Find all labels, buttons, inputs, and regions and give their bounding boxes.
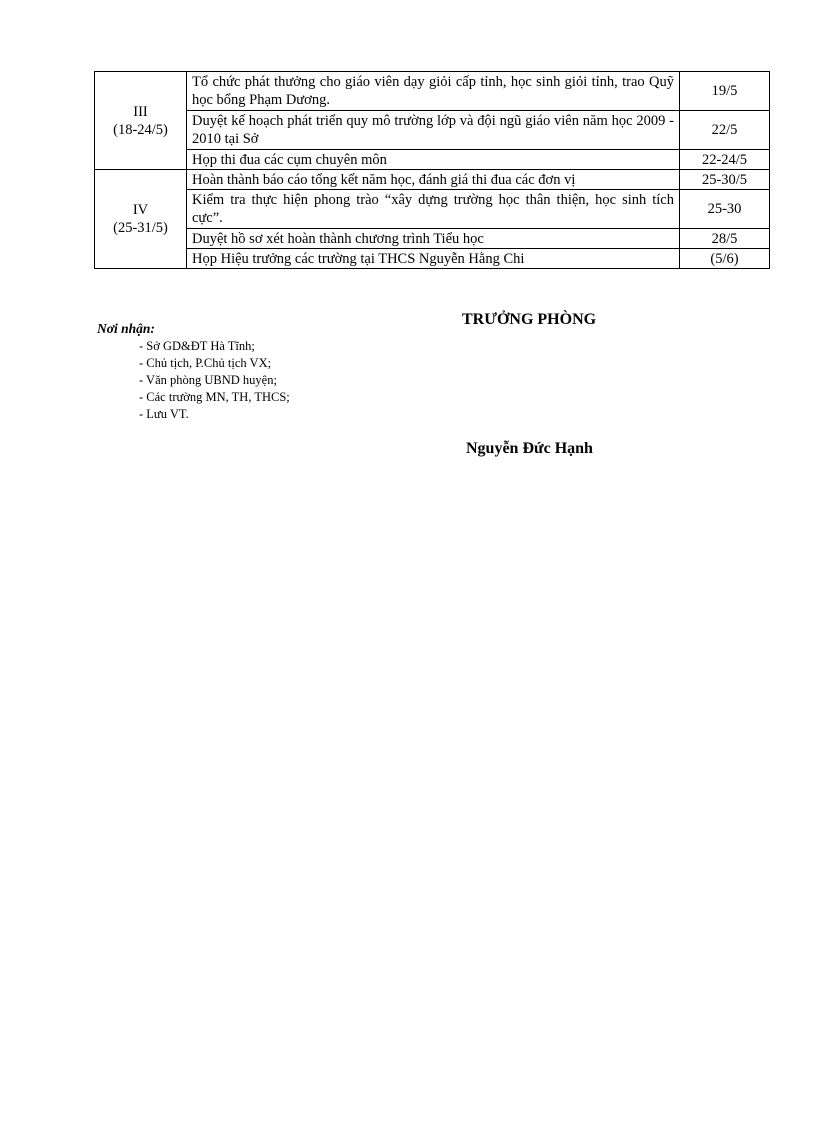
- recipient-item: - Lưu VT.: [139, 407, 189, 421]
- date-cell: 25-30: [680, 190, 770, 229]
- week-date-range: (18-24/5): [113, 121, 168, 138]
- recipient-item: - Sở GD&ĐT Hà Tĩnh;: [139, 339, 255, 353]
- table-row: [95, 170, 770, 190]
- task-cell: Duyệt kế hoạch phát triển quy mô trường lớp và đội ngũ giáo viên năm học 2009 - 2010 tại Sở: [187, 111, 680, 150]
- date-cell: (5/6): [680, 249, 770, 269]
- task-cell: Tổ chức phát thưởng cho giáo viên dạy giỏi cấp tỉnh, học sinh giỏi tỉnh, trao Quỹ học bổng Phạm Dương.: [187, 72, 680, 111]
- table-row: [95, 249, 770, 269]
- signer-title: TRƯỞNG PHÒNG: [462, 311, 597, 328]
- recipient-item: - Văn phòng UBND huyện;: [139, 373, 277, 387]
- recipients-title: Nơi nhận:: [97, 321, 155, 336]
- recipient-item: - Các trường MN, TH, THCS;: [139, 390, 290, 404]
- week-number: III: [133, 103, 148, 120]
- table-row: [95, 229, 770, 249]
- signer-name: Nguyễn Đức Hạnh: [466, 440, 593, 457]
- recipients-list: [97, 338, 290, 423]
- date-cell: 22-24/5: [680, 150, 770, 170]
- task-cell: Kiểm tra thực hiện phong trào “xây dựng trường học thân thiện, học sinh tích cực”.: [187, 190, 680, 229]
- recipient-item: - Chủ tịch, P.Chủ tịch VX;: [139, 356, 272, 370]
- recipients-block: [97, 320, 290, 423]
- week-date-range: (25-31/5): [113, 220, 168, 236]
- date-cell: 28/5: [680, 229, 770, 249]
- table-row: [95, 150, 770, 170]
- task-cell: Họp thi đua các cụm chuyên môn: [187, 150, 680, 170]
- table-row: [95, 190, 770, 229]
- task-cell: Hoàn thành báo cáo tổng kết năm học, đánh giá thi đua các đơn vị: [187, 170, 680, 190]
- date-cell: 22/5: [680, 111, 770, 150]
- task-cell: Họp Hiệu trưởng các trường tại THCS Nguyễn Hằng Chi: [187, 249, 680, 269]
- table-row: [95, 72, 770, 111]
- date-cell: 25-30/5: [680, 170, 770, 190]
- week-number: IV: [132, 202, 149, 218]
- week-cell: [95, 170, 187, 269]
- week-cell: [95, 72, 187, 170]
- table-row: [95, 111, 770, 150]
- schedule-table: [94, 71, 770, 269]
- date-cell: 19/5: [680, 72, 770, 111]
- task-cell: Duyệt hồ sơ xét hoàn thành chương trình Tiểu học: [187, 229, 680, 249]
